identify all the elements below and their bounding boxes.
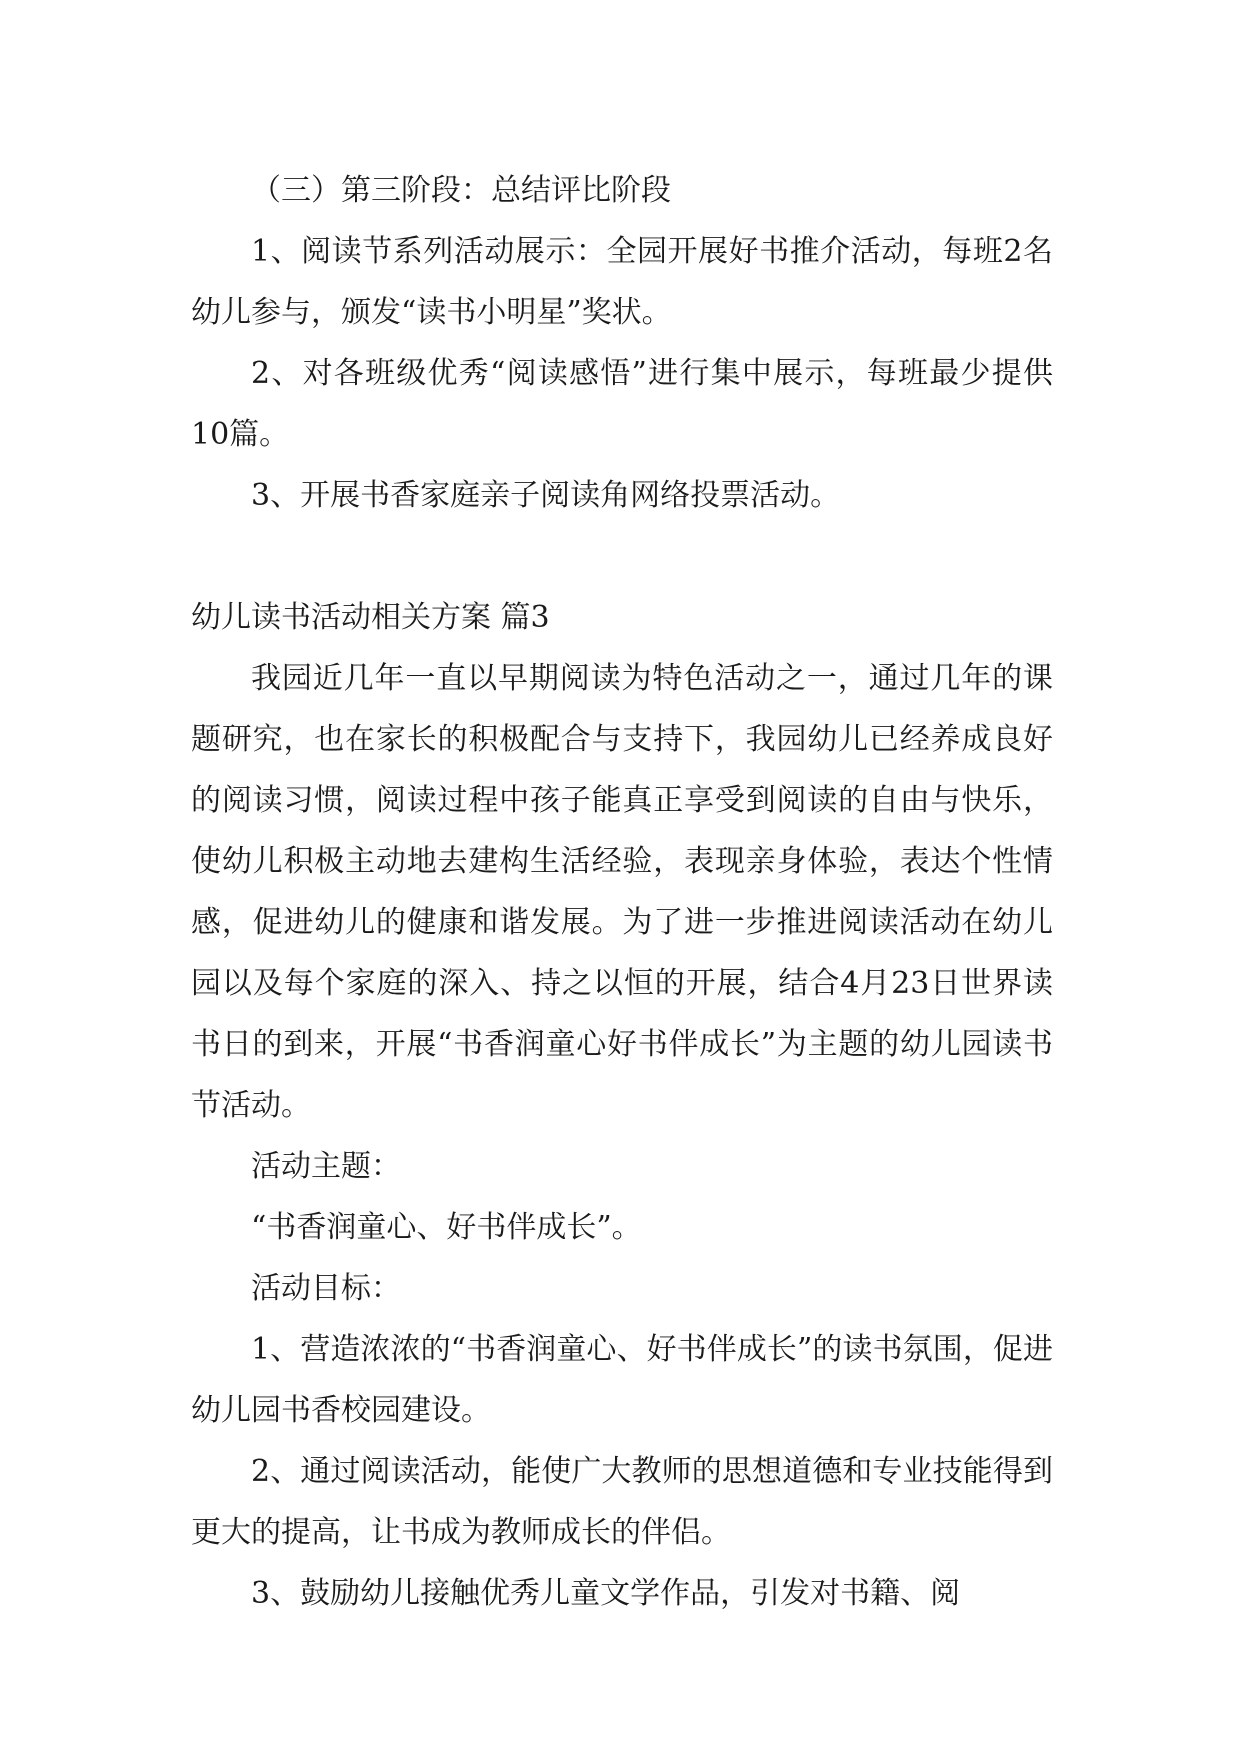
goal-3: 3、鼓励幼儿接触优秀儿童文学作品，引发对书籍、阅 [251,1576,961,1611]
section-spacer [191,526,1053,587]
activity-goals-label: 活动目标： [251,1271,401,1306]
stage3-item-2: 2、对各班级优秀“阅读感悟”进行集中展示，每班最少提供10篇。 [191,356,1053,452]
document-body [191,160,1053,1624]
goal-2: 2、通过阅读活动，能使广大教师的思想道德和专业技能得到更大的提高，让书成为教师成长的伴侣。 [191,1454,1053,1550]
activity-theme-label: 活动主题： [251,1149,401,1184]
stage3-item-1: 1、阅读节系列活动展示：全园开展好书推介活动，每班2名幼儿参与，颁发“读书小明星”奖状。 [191,234,1053,330]
activity-theme-value: “书香润童心、好书伴成长”。 [251,1210,642,1245]
article-title: 幼儿读书活动相关方案 篇3 [191,600,550,635]
goal-1: 1、营造浓浓的“书香润童心、好书伴成长”的读书氛围，促进幼儿园书香校园建设。 [191,1332,1053,1428]
stage3-item-3: 3、开展书香家庭亲子阅读角网络投票活动。 [251,478,841,513]
stage3-heading: （三）第三阶段：总结评比阶段 [251,173,671,208]
article-intro: 我园近几年一直以早期阅读为特色活动之一，通过几年的课题研究，也在家长的积极配合与支持下，我园幼儿已经养成良好的阅读习惯，阅读过程中孩子能真正享受到阅读的自由与快乐，使幼儿积极主动地去建构生活经验，表现亲身体验，表达个性情感，促进幼儿的健康和谐发展。为了进一步推进阅读活动在幼儿园以及每个家庭的深入、持之以恒的开展，结合4月23日世界读书日的到来，开展“书香润童心好书伴成长”为主题的幼儿园读书节活动。 [191,661,1053,1123]
